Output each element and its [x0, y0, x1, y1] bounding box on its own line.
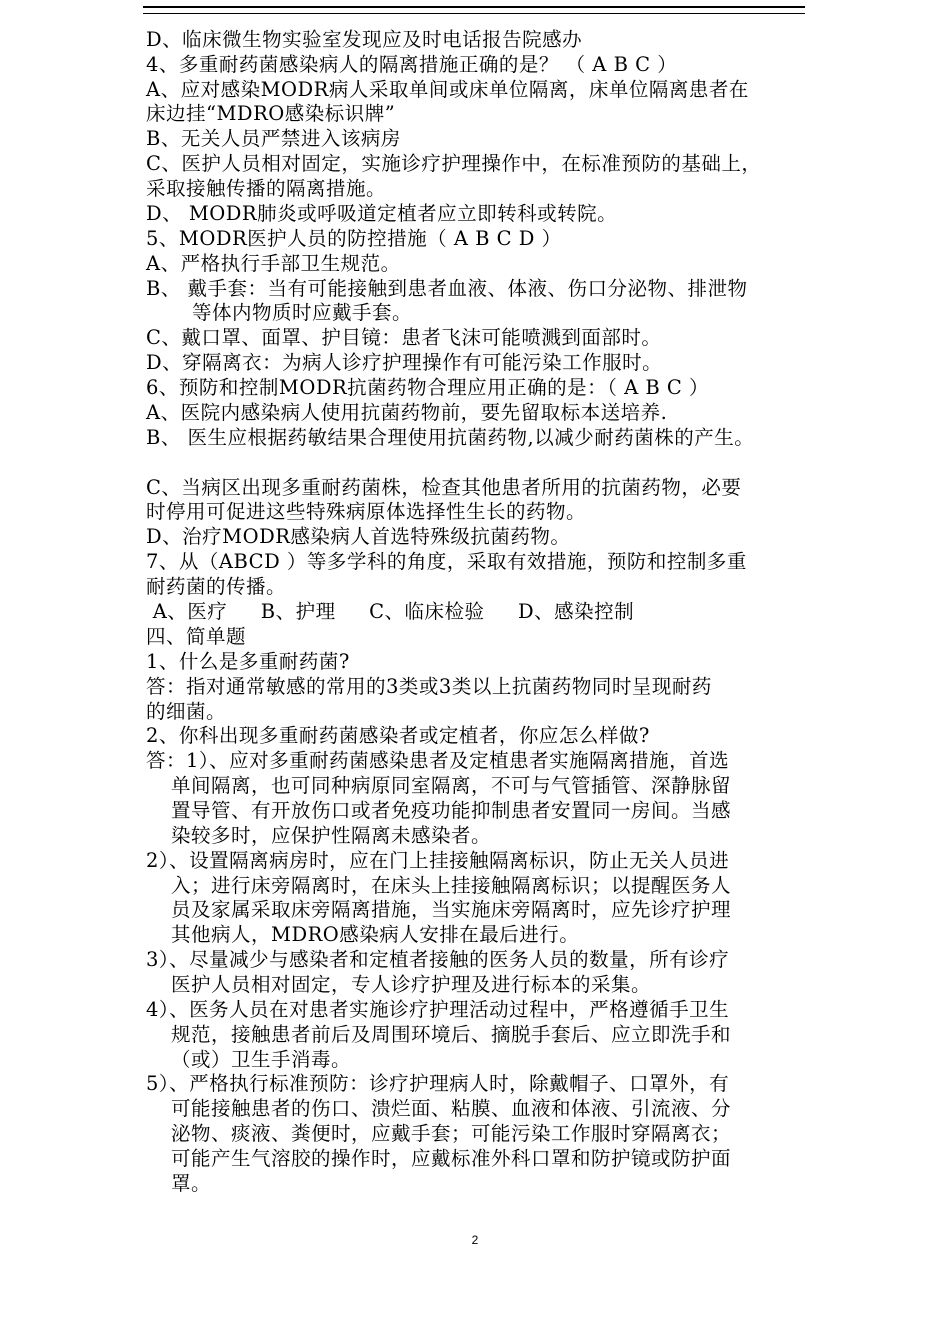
text-line: 答：1）、应对多重耐药菌感染患者及定植患者实施隔离措施，首选	[146, 749, 730, 772]
text-line: 5、MODR医护人员的防控措施（ A B C D ）	[146, 227, 562, 250]
text-line: D、穿隔离衣：为病人诊疗护理操作有可能污染工作服时。	[146, 351, 663, 374]
text-line: 染较多时，应保护性隔离未感染者。	[171, 824, 492, 847]
text-line: A、严格执行手部卫生规范。	[146, 252, 401, 275]
header-rule-thick	[143, 6, 805, 8]
text-line: 采取接触传播的隔离措施。	[146, 177, 387, 200]
text-line: 3）、尽量减少与感染者和定植者接触的医务人员的数量，所有诊疗	[146, 948, 730, 971]
text-line: C、医护人员相对固定，实施诊疗护理操作中，在标准预防的基础上，	[146, 152, 762, 175]
header-rule-thin	[143, 13, 805, 14]
text-line: 耐药菌的传播。	[146, 575, 287, 598]
text-line: 床边挂“MDRO感染标识牌”	[146, 102, 396, 125]
text-line: 时停用可促进这些特殊病原体选择性生长的药物。	[146, 500, 587, 523]
text-line: A、医疗 B、护理 C、临床检验 D、感染控制	[146, 600, 635, 623]
text-line: 其他病人，MDRO感染病人安排在最后进行。	[171, 923, 580, 946]
text-line: B、 戴手套：当有可能接触到患者血液、体液、伤口分泌物、排泄物	[146, 277, 748, 300]
text-line: 等体内物质时应戴手套。	[192, 301, 413, 324]
text-line: 5）、严格执行标准预防：诊疗护理病人时，除戴帽子、口罩外，有	[146, 1072, 730, 1095]
text-line: D、临床微生物实验室发现应及时电话报告院感办	[146, 28, 583, 51]
page-number: 2	[471, 1233, 479, 1247]
text-line: 答：指对通常敏感的常用的3类或3类以上抗菌药物同时呈现耐药	[146, 675, 712, 698]
text-line: 7、从（ABCD ）等多学科的角度，采取有效措施，预防和控制多重	[146, 550, 747, 573]
text-line: 规范，接触患者前后及周围环境后、摘脱手套后、应立即洗手和	[171, 1023, 732, 1046]
text-line: 4、多重耐药菌感染病人的隔离措施正确的是？ （ A B C ）	[146, 53, 678, 76]
text-line: 入；进行床旁隔离时，在床头上挂接触隔离标识；以提醒医务人	[171, 874, 732, 897]
text-line: （或）卫生手消毒。	[171, 1048, 352, 1071]
text-line: 可能产生气溶胶的操作时，应戴标准外科口罩和防护镜或防护面	[171, 1147, 732, 1170]
text-line: 4）、医务人员在对患者实施诊疗护理活动过程中，严格遵循手卫生	[146, 998, 730, 1021]
text-line: B、无关人员严禁进入该病房	[146, 127, 401, 150]
text-line: 置导管、有开放伤口或者免疫功能抑制患者安置同一房间。当感	[171, 799, 732, 822]
text-line: A、应对感染MODR病人采取单间或床单位隔离，床单位隔离患者在	[146, 78, 749, 101]
text-line: C、戴口罩、面罩、护目镜：患者飞沫可能喷溅到面部时。	[146, 326, 662, 349]
text-line: 医护人员相对固定，专人诊疗护理及进行标本的采集。	[171, 973, 652, 996]
text-line: C、当病区出现多重耐药菌株，检查其他患者所用的抗菌药物，必要	[146, 476, 742, 499]
text-line: D、治疗MODR感染病人首选特殊级抗菌药物。	[146, 525, 571, 548]
text-line: 罩。	[171, 1172, 212, 1195]
section-heading: 四、简单题	[146, 625, 247, 648]
text-line: 2、你科出现多重耐药菌感染者或定植者，你应怎么样做?	[146, 724, 650, 747]
text-line: 可能接触患者的伤口、溃烂面、粘膜、血液和体液、引流液、分	[171, 1097, 732, 1120]
text-line: 1、什么是多重耐药菌?	[146, 650, 350, 673]
text-line: 单间隔离，也可同种病原同室隔离，不可与气管插管、深静脉留	[171, 774, 732, 797]
text-line: 2）、设置隔离病房时，应在门上挂接触隔离标识，防止无关人员进	[146, 849, 730, 872]
text-line: 的细菌。	[146, 700, 227, 723]
text-line: D、 MODR肺炎或呼吸道定植者应立即转科或转院。	[146, 202, 618, 225]
text-line: A、医院内感染病人使用抗菌药物前，要先留取标本送培养.	[146, 401, 668, 424]
text-line: 6、预防和控制MODR抗菌药物合理应用正确的是：（ A B C ）	[146, 376, 710, 399]
text-line: 泌物、痰液、粪便时，应戴手套；可能污染工作服时穿隔离衣；	[171, 1122, 732, 1145]
text-line: 员及家属采取床旁隔离措施，当实施床旁隔离时，应先诊疗护理	[171, 898, 732, 921]
text-line: B、 医生应根据药敏结果合理使用抗菌药物,以减少耐药菌株的产生。	[146, 426, 755, 449]
